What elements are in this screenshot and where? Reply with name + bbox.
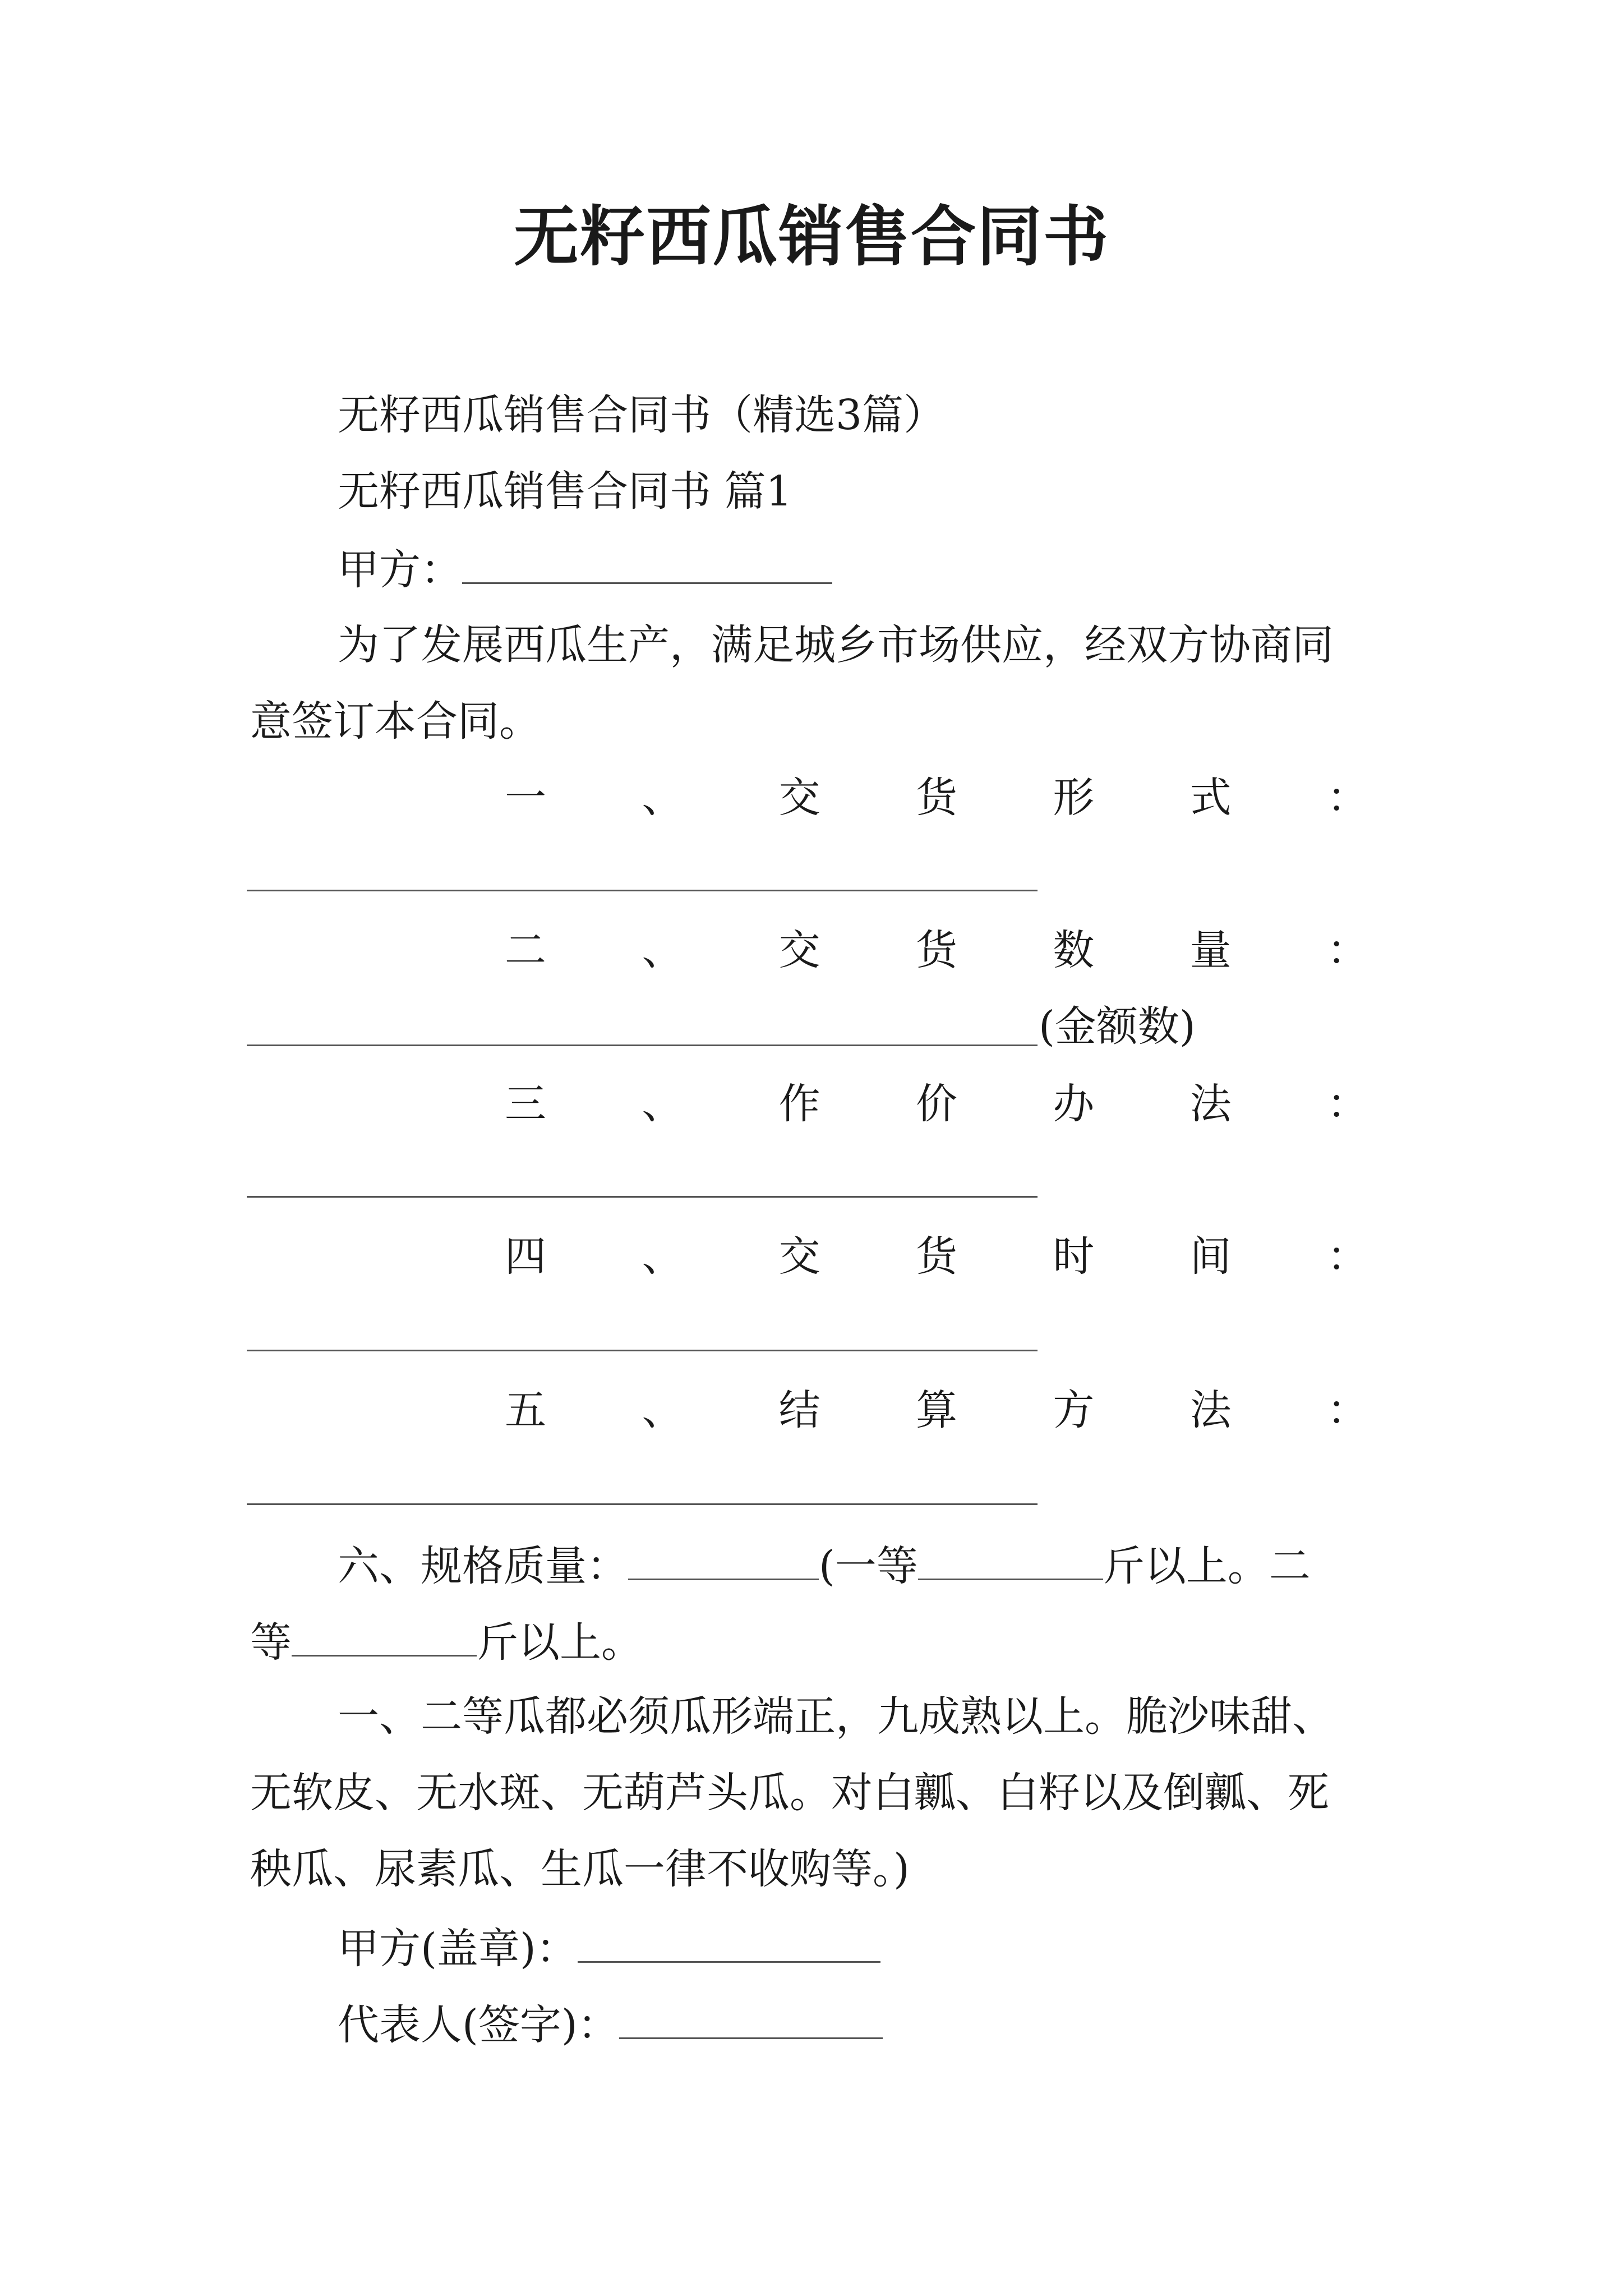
document-subtitle: 无籽西瓜销售合同书（精选3篇） <box>338 391 946 439</box>
clause-char: 、 <box>642 1080 684 1128</box>
quality-line-1 <box>338 1536 1311 1594</box>
clause-char: 交 <box>778 774 820 822</box>
clause-1-heading <box>505 770 1368 826</box>
part-heading: 无籽西瓜销售合同书 篇1 <box>338 467 792 516</box>
quality-label: 六、规格质量： <box>338 1542 628 1590</box>
clause-char: 、 <box>642 926 684 974</box>
quality-detail-line-1: 一、二等瓜都必须瓜形端正，九成熟以上。脆沙味甜、 <box>338 1692 1334 1741</box>
clause-char: 、 <box>642 1232 684 1281</box>
clause-char: 二 <box>505 926 546 974</box>
party-a-line <box>338 540 832 598</box>
clause-char: 法 <box>1189 1080 1232 1128</box>
clause-char: 作 <box>778 1080 820 1128</box>
clause-1-blank <box>247 890 1038 891</box>
clause-3-blank <box>247 1196 1038 1198</box>
second-grade-blank <box>292 1612 477 1657</box>
intro-line-1: 为了发展西瓜生产，满足城乡市场供应，经双方协商同 <box>338 621 1334 669</box>
clause-char: 、 <box>642 1386 684 1434</box>
clause-char: ： <box>1326 774 1368 822</box>
quality-detail-line-2: 无软皮、无水斑、无葫芦头瓜。对白瓤、白籽以及倒瓤、死 <box>250 1769 1329 1817</box>
clause-char: 形 <box>1053 774 1095 822</box>
clause-char: 量 <box>1189 926 1232 974</box>
quality-blank <box>628 1536 819 1580</box>
clause-char: 数 <box>1053 926 1095 974</box>
first-grade-blank <box>918 1536 1103 1580</box>
clause-3-heading <box>505 1076 1368 1132</box>
clause-char: 式 <box>1189 774 1232 822</box>
clause-2-suffix: (金额数) <box>1039 1002 1196 1051</box>
clause-char: 交 <box>778 926 820 974</box>
clause-char: 算 <box>915 1386 957 1434</box>
clause-char: ： <box>1326 926 1368 974</box>
clause-char: 一 <box>505 774 546 822</box>
clause-4-heading <box>505 1228 1368 1285</box>
clause-char: 货 <box>915 774 957 822</box>
party-a-label: 甲方： <box>338 546 462 594</box>
clause-char: ： <box>1326 1232 1368 1281</box>
clause-char: 四 <box>505 1232 546 1281</box>
second-grade-suffix: 斤以上。 <box>477 1618 643 1667</box>
clause-char: 时 <box>1053 1232 1095 1281</box>
clause-char: ： <box>1326 1386 1368 1434</box>
clause-char: 交 <box>778 1232 820 1281</box>
clause-char: ： <box>1326 1080 1368 1128</box>
clause-5-blank <box>247 1503 1038 1505</box>
representative-blank <box>619 1995 883 2039</box>
first-grade-suffix: 斤以上。二 <box>1103 1542 1311 1590</box>
clause-4-blank <box>247 1350 1038 1351</box>
first-grade-prefix: (一等 <box>819 1542 918 1590</box>
clause-5-heading <box>505 1382 1368 1438</box>
quality-line-2 <box>250 1612 643 1671</box>
party-a-blank <box>462 540 832 584</box>
clause-char: 法 <box>1189 1386 1232 1434</box>
clause-char: 方 <box>1053 1386 1095 1434</box>
clause-char: 结 <box>778 1386 820 1434</box>
clause-char: 五 <box>505 1386 546 1434</box>
representative-line <box>338 1995 883 2053</box>
page-title: 无籽西瓜销售合同书 <box>514 199 1109 275</box>
party-a-seal-blank <box>578 1918 880 1963</box>
clause-char: 间 <box>1189 1232 1232 1281</box>
clause-char: 货 <box>915 926 957 974</box>
quality-detail-line-3: 秧瓜、尿素瓜、生瓜一律不收购等。) <box>250 1845 910 1893</box>
representative-label: 代表人(签字)： <box>338 2001 619 2049</box>
clause-char: 价 <box>915 1080 957 1128</box>
clause-char: 、 <box>642 774 684 822</box>
clause-char: 办 <box>1053 1080 1095 1128</box>
intro-line-2: 意签订本合同。 <box>250 697 541 746</box>
second-grade-prefix: 等 <box>250 1618 292 1667</box>
party-a-seal-label: 甲方(盖章)： <box>338 1925 578 1973</box>
clause-char: 货 <box>915 1232 957 1281</box>
party-a-seal-line <box>338 1918 880 1977</box>
clause-2-heading <box>505 922 1368 978</box>
clause-2-blank <box>247 1045 1038 1046</box>
clause-char: 三 <box>505 1080 546 1128</box>
